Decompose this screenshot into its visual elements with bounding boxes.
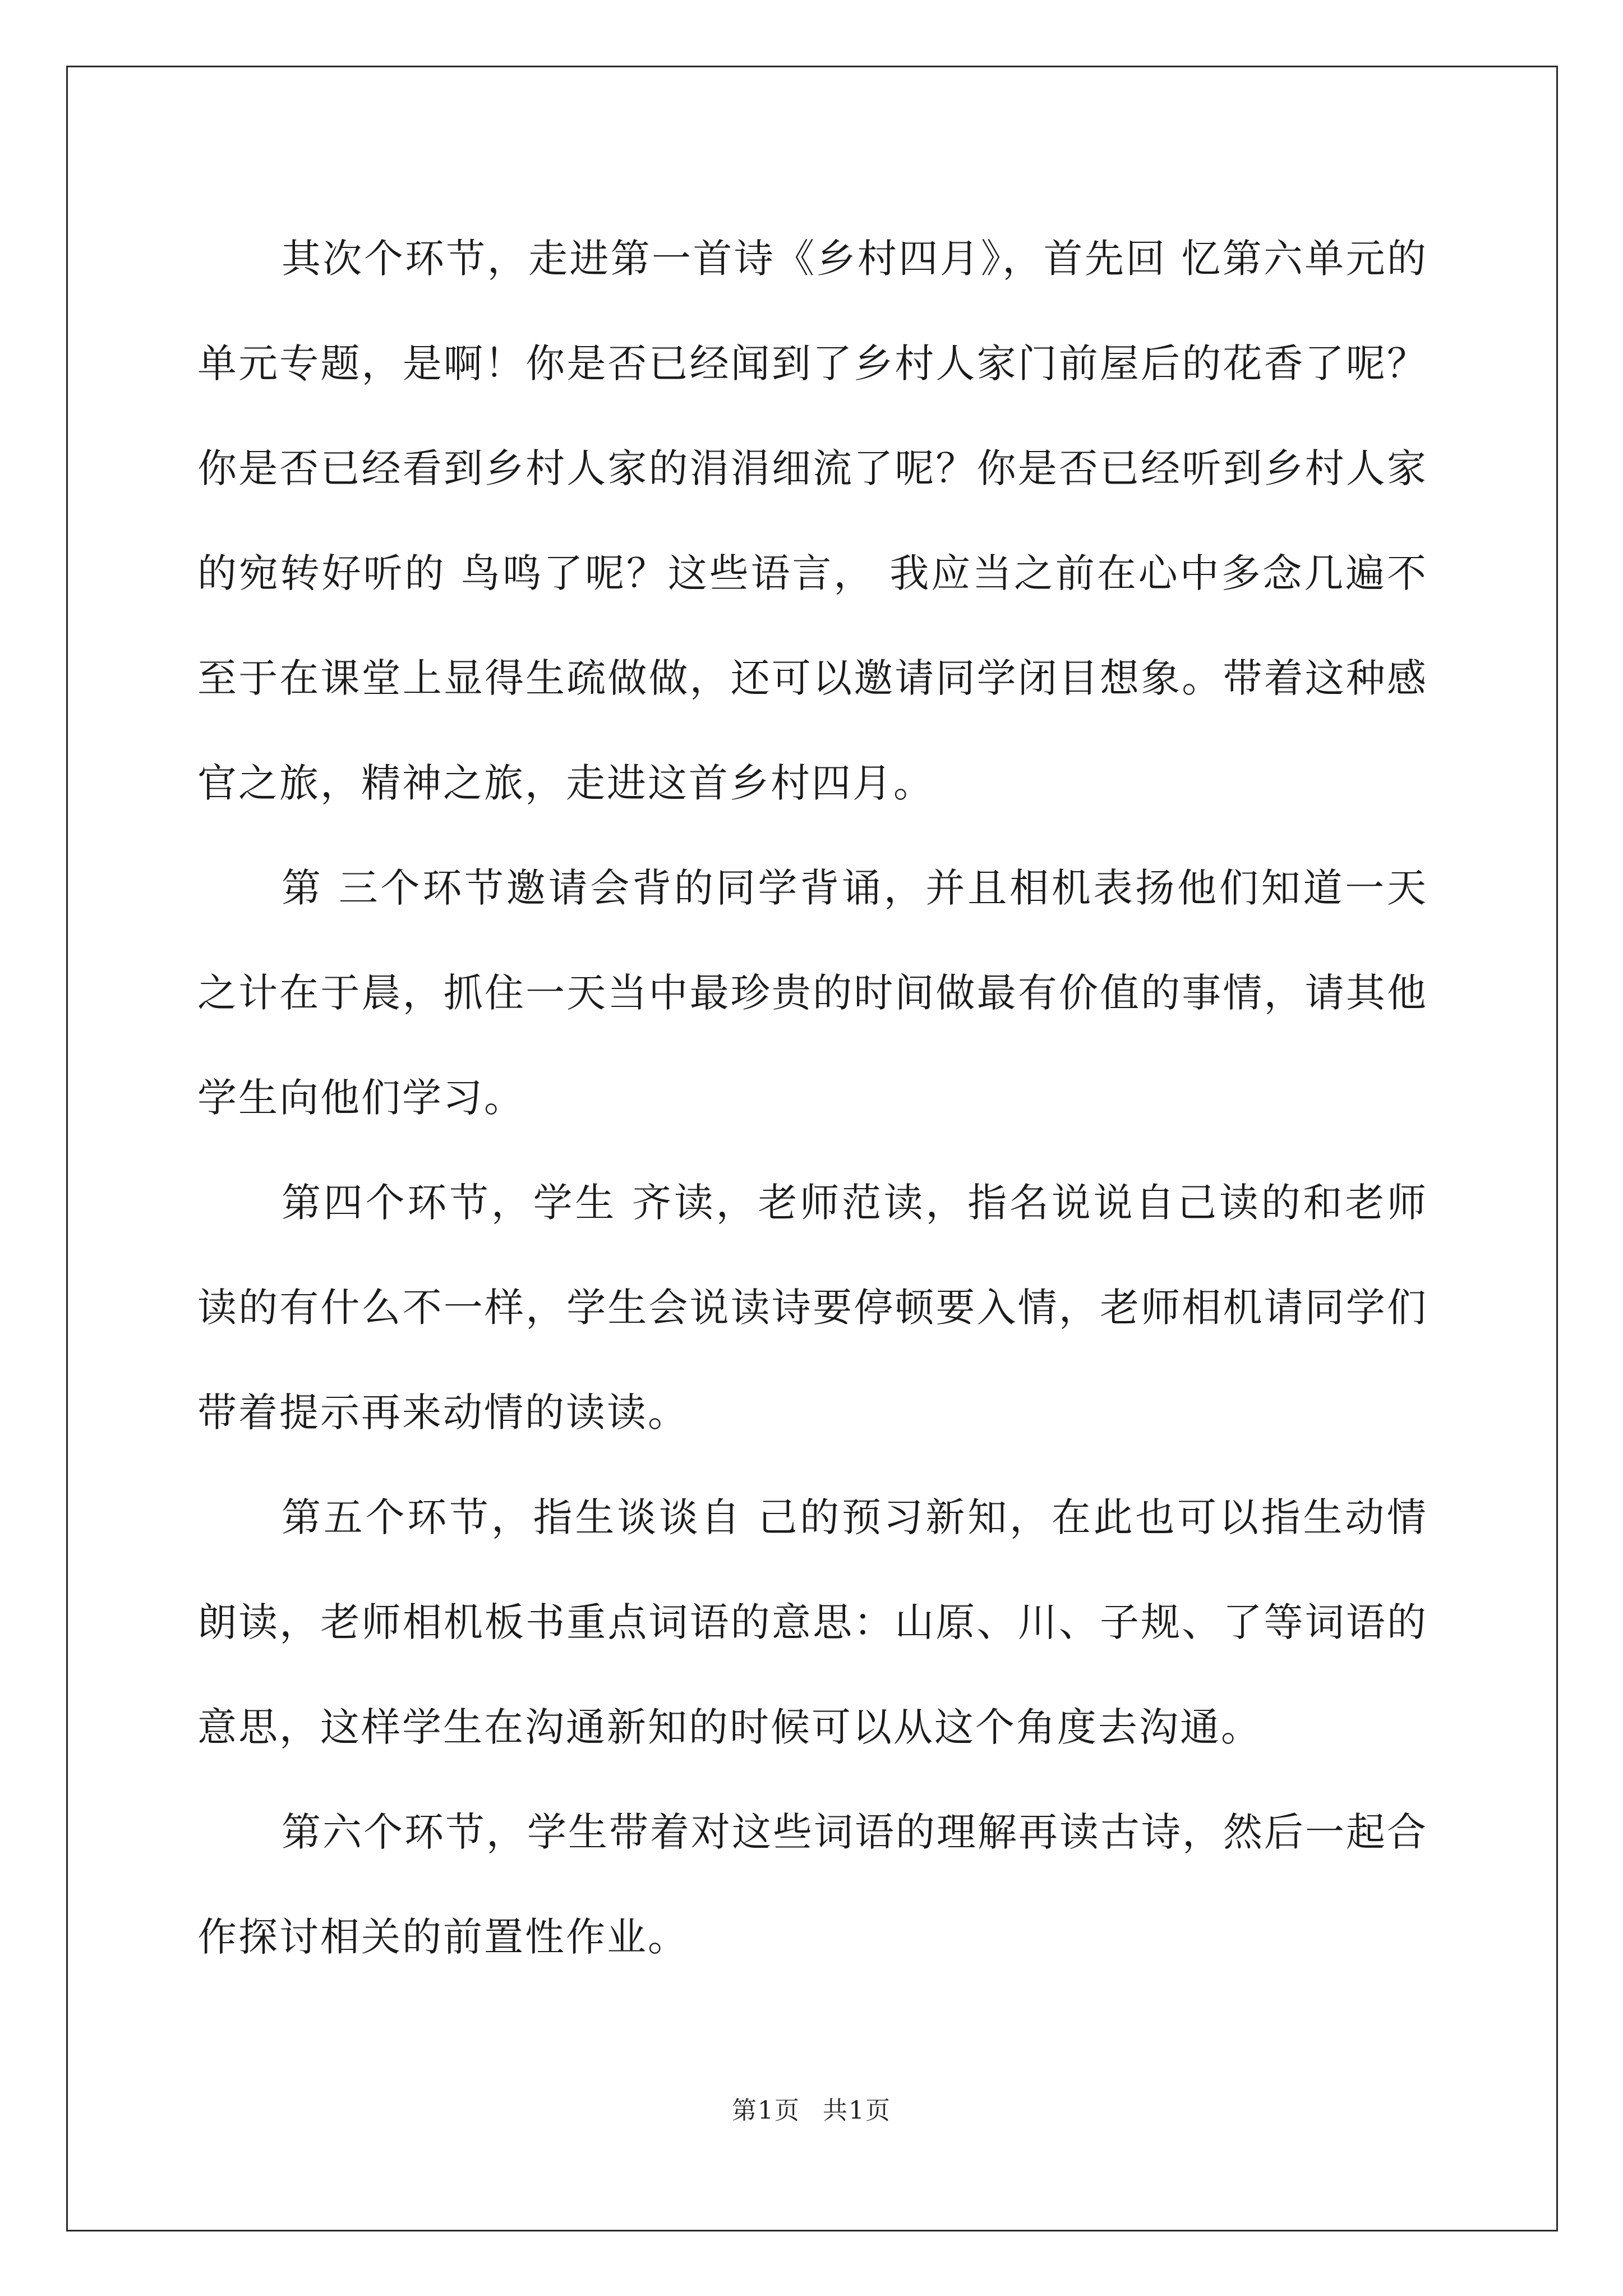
- page-number: 第1页: [732, 2096, 800, 2125]
- page-footer: [0, 2090, 1623, 2126]
- paragraph-2: 第 三个环节邀请会背的同学背诵，并且相机表扬他们知道一天之计在于晨，抓住一天当中最珍贵的时间做最有价值的事情，请其他学生向他们学习。: [197, 865, 1428, 1121]
- paragraph-3: 第四个环节，学生 齐读，老师范读，指名说说自己读的和老师读的有什么不一样，学生会说读诗要停顿要入情，老师相机请同学们带着提示再来动情的读读。: [197, 1180, 1428, 1435]
- paragraph-5: 第六个环节，学生带着对这些词语的理解再读古诗，然后一起合作探讨相关的前置性作业。: [197, 1809, 1428, 1960]
- page-total: 共1页: [823, 2096, 891, 2125]
- paragraph-4: 第五个环节，指生谈谈自 己的预习新知，在此也可以指生动情朗读，老师相机板书重点词语的意思：山原、川、子规、了等词语的意思，这样学生在沟通新知的时候可以从这个角度去沟通。: [197, 1494, 1428, 1750]
- paragraph-1: 其次个环节，走进第一首诗《乡村四月》，首先回 忆第六单元的单元专题，是啊！你是否已经闻到了乡村人家门前屋后的花香了呢？你是否已经看到乡村人家的涓涓细流了呢？你是否已经听到乡村人家的宛转好听的 鸟鸣了呢？这些语言， 我应当之前在心中多念几遍不至于在课堂上显得生疏做做，还可以邀请同学闭目想象。带着这种感官之旅，精神之旅，走进这首乡村四月。: [197, 236, 1428, 806]
- document-body: [197, 206, 1428, 1990]
